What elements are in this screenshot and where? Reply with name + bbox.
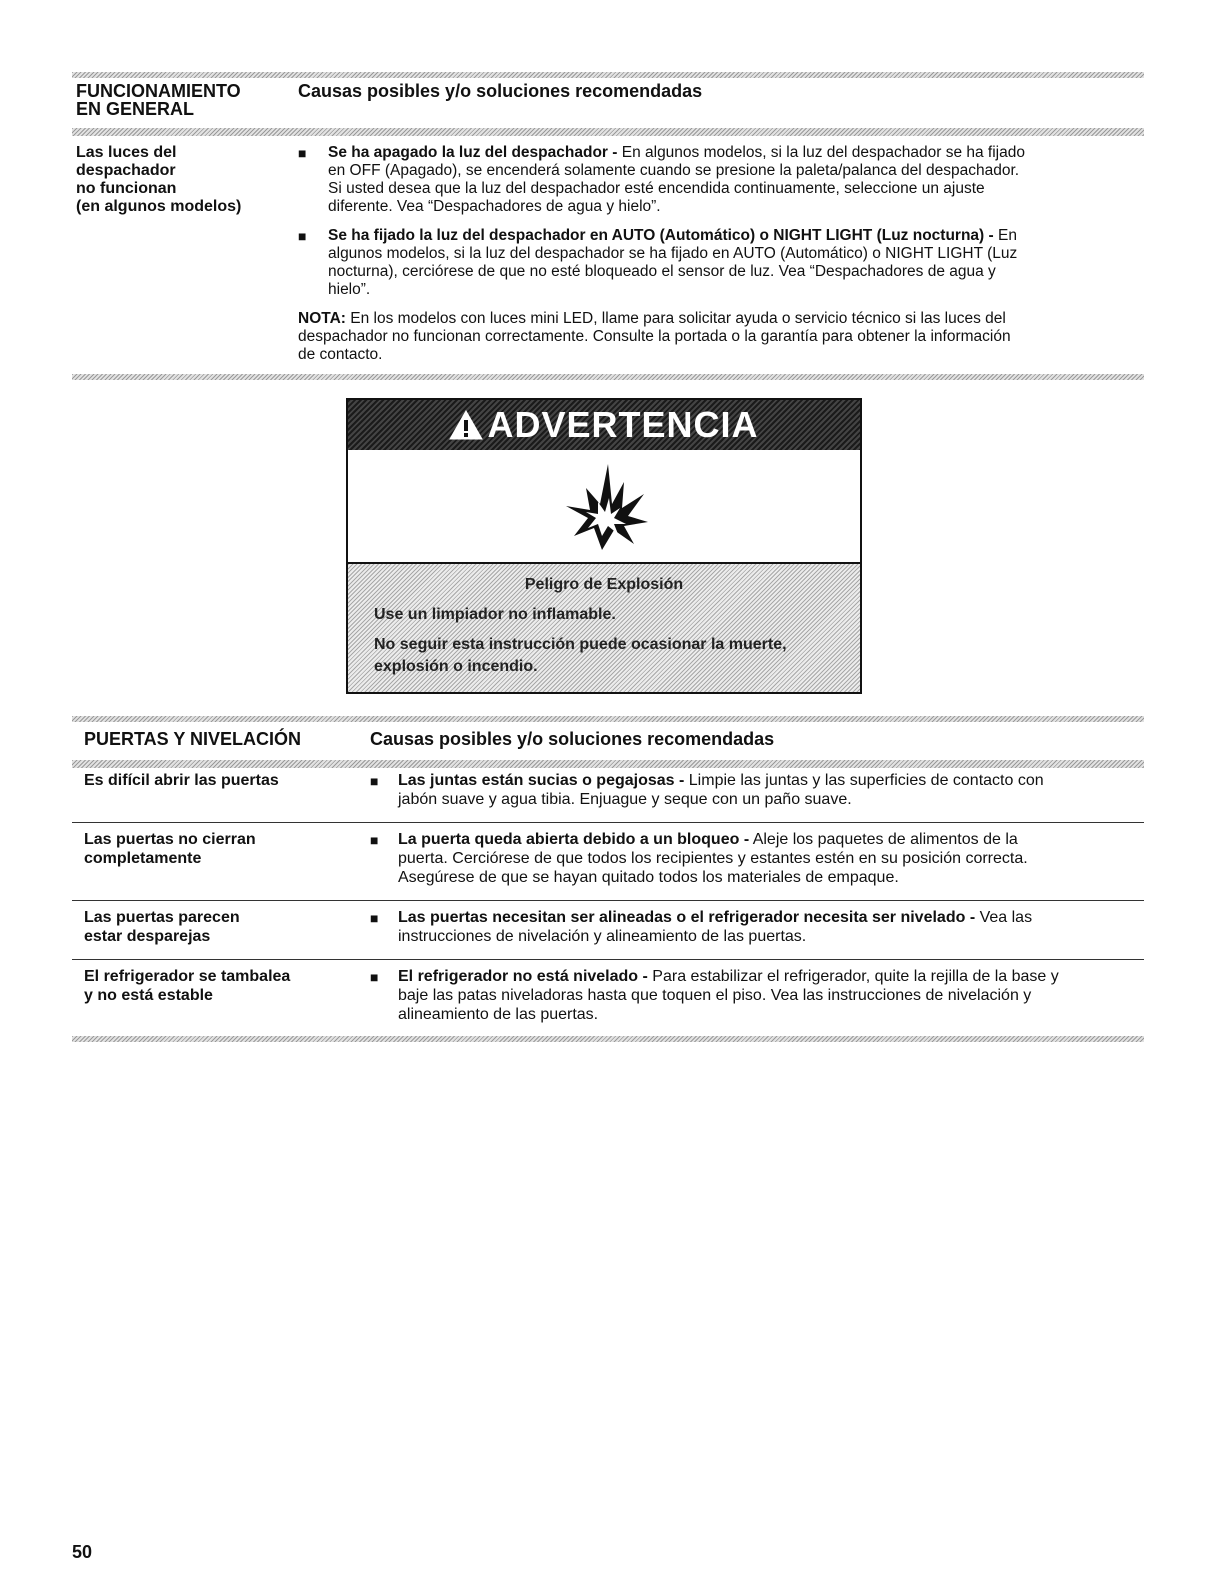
solution-line [328, 227, 1148, 245]
symptom-line: (en algunos modelos) [76, 198, 242, 215]
solution-item [328, 227, 1148, 299]
section1-header-right: Causas posibles y/o soluciones recomendadas [298, 81, 703, 101]
solution-text: Para estabilizar el refrigerador, quite la rejilla de la base y [652, 968, 1059, 985]
note-label: NOTA: [298, 310, 346, 327]
warning-line: explosión o incendio. [374, 658, 538, 675]
note-text: En los modelos con luces mini LED, llame para solicitar ayuda o servicio técnico si las luces del [350, 310, 1006, 327]
solution-bold: El refrigerador no está nivelado - [398, 968, 648, 985]
bullet-icon: ■ [370, 832, 379, 848]
solution-text: En algunos modelos, si la luz del despachador se ha fijado [621, 144, 1025, 161]
symptom-line: Las puertas no cierran [84, 831, 256, 848]
symptom-line: y no está estable [84, 987, 213, 1004]
solution-bold: Se ha apagado la luz del despachador - [328, 144, 618, 161]
solution-text: Vea las [979, 909, 1033, 926]
solution-text: En [997, 227, 1017, 244]
solution-line: alineamiento de las puertas. [398, 1006, 599, 1023]
warning-line: No seguir esta instrucción puede ocasionar la muerte, [374, 636, 787, 653]
solution-bold: Las puertas necesitan ser alineadas o el refrigerador necesita ser nivelado - [398, 909, 976, 926]
warning-triangle-icon [449, 410, 483, 440]
symptom-line: despachador [76, 162, 176, 179]
symptom-line: Es difícil abrir las puertas [84, 772, 279, 789]
solution-line: en OFF (Apagado), se encenderá solamente cuando se presione la paleta/palanca del despachador. [328, 162, 1020, 179]
solution-line: jabón suave y agua tibia. Enjuague y seque con un paño suave. [398, 791, 852, 808]
solution-line [398, 967, 1144, 986]
solution-line: baje las patas niveladoras hasta que toquen el piso. Vea las instrucciones de nivelación y [398, 987, 1032, 1004]
section2-header-right: Causas posibles y/o soluciones recomendadas [370, 729, 775, 749]
bullet-icon: ■ [370, 910, 379, 926]
bullet-icon: ■ [370, 773, 379, 789]
symptom-line: Las luces del [76, 144, 177, 161]
symptom-doors-not-closing [84, 830, 256, 868]
section2-header-band [72, 760, 1144, 768]
solution-line [398, 908, 1144, 927]
warning-box [346, 398, 862, 694]
header-line: EN GENERAL [76, 99, 195, 119]
row-divider [72, 822, 1144, 823]
symptom-line: El refrigerador se tambalea [84, 968, 291, 985]
symptom-line: estar desparejas [84, 928, 211, 945]
solution-line: puerta. Cerciórese de que todos los recipientes y estantes estén en su posición correcta. [398, 850, 1028, 867]
hazard-title: Peligro de Explosión [524, 576, 684, 593]
solution-item [398, 908, 1144, 946]
solution-line: nocturna), cerciórese de que no esté bloqueado el sensor de luz. Vea “Despachadores de agua y [328, 263, 996, 280]
row-divider [72, 900, 1144, 901]
bullet-icon: ■ [370, 969, 379, 985]
solution-item [398, 967, 1144, 1024]
solution-bold: Se ha fijado la luz del despachador en AUTO (Automático) o NIGHT LIGHT (Luz nocturna) - [328, 227, 994, 244]
section1-top-band [72, 72, 1144, 78]
note-line: despachador no funcionan correctamente. Consulte la portada o la garantía para obtener la información [298, 328, 1011, 345]
warning-text-area [348, 564, 860, 692]
section2-bottom-band [72, 1036, 1144, 1042]
page-number: 50 [72, 1542, 93, 1562]
solution-item [398, 771, 1144, 809]
section1-header-band [72, 128, 1144, 136]
solution-text: Aleje los paquetes de alimentos de la [752, 831, 1018, 848]
symptom-line: no funcionan [76, 180, 177, 197]
solution-line [398, 830, 1144, 849]
solution-line [398, 771, 1144, 790]
section1-header-left [76, 82, 241, 118]
solution-line: diferente. Vea “Despachadores de agua y hielo”. [328, 198, 661, 215]
solution-item [328, 144, 1148, 216]
solution-bold: La puerta queda abierta debido a un bloqueo - [398, 831, 750, 848]
bullet-icon: ■ [298, 228, 307, 244]
note-line [298, 310, 1144, 328]
bullet-icon: ■ [298, 145, 307, 161]
row-divider [72, 959, 1144, 960]
symptom-line: completamente [84, 850, 202, 867]
section2-top-band [72, 716, 1144, 722]
solution-line: hielo”. [328, 281, 371, 298]
warning-line: Use un limpiador no inflamable. [374, 606, 616, 623]
header-line: FUNCIONAMIENTO [76, 81, 241, 101]
section2-header-left: PUERTAS Y NIVELACIÓN [84, 729, 302, 749]
symptom-doors-hard-to-open [84, 771, 279, 790]
section1-bottom-band [72, 374, 1144, 380]
solution-line: instrucciones de nivelación y alineamiento de las puertas. [398, 928, 807, 945]
note [298, 310, 1144, 364]
solution-bold: Las juntas están sucias o pegajosas - [398, 772, 685, 789]
symptom-refrigerator-unstable [84, 967, 290, 1005]
note-line: de contacto. [298, 346, 383, 363]
symptom-doors-uneven [84, 908, 240, 946]
warning-heading: ADVERTENCIA [487, 404, 759, 445]
solution-text: Limpie las juntas y las superficies de contacto con [688, 772, 1044, 789]
solution-line: Asegúrese de que se hayan quitado todos los materiales de empaque. [398, 869, 899, 886]
warning-header [348, 400, 860, 450]
warning-pictogram [348, 450, 860, 564]
solution-line [328, 144, 1148, 162]
symptom-line: Las puertas parecen [84, 909, 240, 926]
solution-line: Si usted desea que la luz del despachador esté encendida continuamente, seleccione un ajuste [328, 180, 985, 197]
symptom-dispenser-lights [76, 144, 241, 216]
explosion-icon [544, 458, 664, 558]
solution-line: algunos modelos, si la luz del despachador se ha fijado en AUTO (Automático) o NIGHT LIGHT (Luz [328, 245, 1018, 262]
solution-item [398, 830, 1144, 887]
